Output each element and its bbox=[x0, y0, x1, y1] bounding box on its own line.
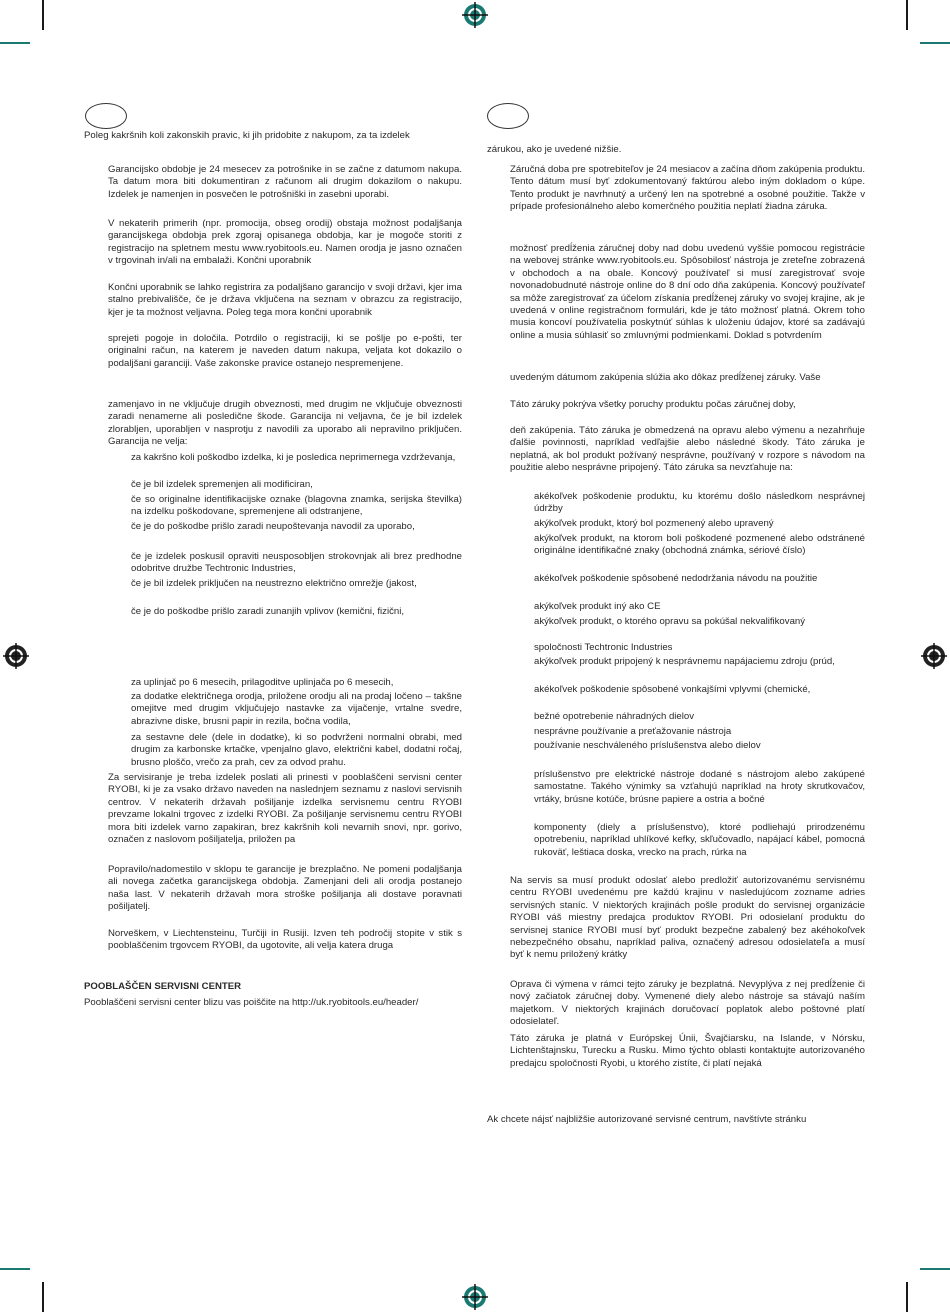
right-list-item: akékoľvek poškodenie spôsobené nedodržania návodu na použitie bbox=[534, 573, 818, 584]
registration-mark-icon bbox=[462, 2, 488, 28]
left-list-item: če je do poškodbe prišlo zaradi zunanjih vplivov (kemični, fizični, bbox=[131, 606, 405, 617]
right-paragraph: Oprava či výmena v rámci tejto záruky je bezplatná. Nevyplýva z nej predĺženie či nový začiatok záručnej doby. Vymenené diely alebo nástroje sa stávajú naším majetkom. V niektorých krajinách doručovací poplatok alebo poštovné platí odosielateľ. bbox=[510, 979, 865, 1028]
registration-mark-icon bbox=[921, 643, 947, 669]
right-intro: zárukou, ako je uvedené nižšie. bbox=[487, 144, 622, 155]
left-paragraph: Pooblaščeni servisni center blizu vas poiščite na http://uk.ryobitools.eu/header/ bbox=[84, 997, 419, 1008]
left-paragraph: V nekaterih primerih (npr. promocija, obseg orodij) obstaja možnost podaljšanja garancijskega obdobja prek zgoraj opisanega obdobja, kar je mogoče storiti z registracijo na spletnem mestu www.ryobitools.eu. Namen orodja je jasno označen v trgovinah in/ali na embalaži. Končni uporabnik bbox=[108, 218, 462, 267]
right-list-item: príslušenstvo pre elektrické nástroje dodané s nástrojom alebo zakúpené samostatne. Takého výnimky sa vzťahujú napríklad na hroty skrutkovačov, vrtáky, brúsne kotúče, brúsne papiere a ostria a bočné bbox=[534, 769, 865, 805]
right-list-item: komponenty (diely a príslušenstvo), ktoré podliehajú prirodzenému opotrebeniu, napríklad uhlíkové kefky, skľučovadlo, napájací kábel, pomocná rukoväť, leštiaca doska, vrecko na prach, rúrka na bbox=[534, 822, 865, 858]
left-intro: Poleg kakršnih koli zakonskih pravic, ki jih pridobite z nakupom, za ta izdelek bbox=[84, 130, 410, 141]
right-list-item: akýkoľvek produkt, ktorý bol pozmenený alebo upravený bbox=[534, 518, 774, 529]
right-paragraph: Táto záruky pokrýva všetky poruchy produktu počas záručnej doby, bbox=[510, 399, 796, 410]
left-list-item: če je izdelek poskusil opraviti neusposobljen strokovnjak ali brez predhodne odobritve družbe Techtronic Industries, bbox=[131, 551, 462, 575]
registration-mark-icon bbox=[462, 1284, 488, 1310]
left-list-item: za kakršno koli poškodbo izdelka, ki je posledica neprimernega vzdrževanja, bbox=[131, 452, 456, 463]
left-list-item: za sestavne dele (dele in dodatke), ki so podvrženi normalni obrabi, med drugim za karbonske krtačke, vpenjalno glavo, električni kabel, dodatni ročaj, brusno ploščo, vrečo za prah, cev za odvod prahu. bbox=[131, 732, 462, 768]
crop-mark bbox=[920, 42, 950, 44]
left-list-item: če so originalne identifikacijske oznake (blagovna znamka, serijska številka) na izdelku poškodovane, spremenjene ali odstranjene, bbox=[131, 494, 462, 518]
right-paragraph: Na servis sa musí produkt odoslať alebo predložiť autorizovanému servisnému centru RYOBI uvedenému pre každú krajinu v nasledujúcom zozname adries servisných staníc. V niektorých krajinách pošle produkt do servisnej organizácie RYOBI váš miestny predajca produktov RYOBI. Pri odosielaní produktu do servisnej stanice RYOBI musí byť produkt bezpečne zabalený bez akéhokoľvek nebezpečného obsahu, napríklad paliva, označený adresou odosielateľa a musí byť k nemu priložený krátky bbox=[510, 875, 865, 961]
right-list-item: akékoľvek poškodenie produktu, ku ktorému došlo následkom nesprávnej údržby bbox=[534, 491, 865, 515]
left-list-item: za dodatke električnega orodja, priložene orodju ali na prodaj ločeno – takšne omejitve med drugim vključujejo nastavke za vijačenje, vrtalne svedre, abrazivne diske, brusni papir in rezila, bočna vodila, bbox=[131, 691, 462, 727]
left-list-item: če je bil izdelek priključen na neustrezno električno omrežje (jakost, bbox=[131, 578, 417, 589]
language-badge-left bbox=[85, 103, 127, 129]
crop-mark bbox=[0, 42, 30, 44]
crop-mark bbox=[0, 1268, 30, 1270]
right-list-item: nesprávne používanie a preťažovanie nástroja bbox=[534, 726, 732, 737]
left-paragraph: Popravilo/nadomestilo v sklopu te garancije je brezplačno. Ne pomeni podaljšanja ali novega začetka garancijskega obdobja. Zamenjani deli ali orodja postanejo naša last. V nekaterih državah mora stroške pošiljanja ali dostave poravnati pošiljatelj. bbox=[108, 864, 462, 913]
crop-mark bbox=[920, 1268, 950, 1270]
registration-mark-icon bbox=[3, 643, 29, 669]
right-paragraph: uvedeným dátumom zakúpenia slúžia ako dôkaz predĺženej záruky. Vaše bbox=[510, 372, 821, 383]
crop-mark bbox=[42, 0, 44, 30]
right-paragraph: deň zakúpenia. Táto záruka je obmedzená na opravu alebo výmenu a nezahrňuje ďalšie povinnosti, napríklad vedľajšie alebo následné škody. Táto záruka je neplatná, ak bol produkt požívaný nesprávne, používaný v rozpore s návodom na použitie alebo nesprávne pripojený. Táto záruka sa nevzťahuje na: bbox=[510, 425, 865, 474]
right-paragraph: Záručná doba pre spotrebiteľov je 24 mesiacov a začína dňom zakúpenia produktu. Tento dátum musí byť zdokumentovaný faktúrou alebo iným dokladom o kúpe. Tento produkt je navrhnutý a určený len na spotrebné a osobné použitie. Takže v prípade profesionálneho alebo komerčného použitia neplatí žiadna záruka. bbox=[510, 164, 865, 213]
right-list-item: akékoľvek poškodenie spôsobené vonkajšími vplyvmi (chemické, bbox=[534, 684, 811, 695]
left-paragraph: Norveškem, v Liechtensteinu, Turčiji in Rusiji. Izven teh področij stopite v stik s pooblaščenim trgovcem RYOBI, da ugotovite, ali velja katera druga bbox=[108, 928, 462, 952]
left-heading: POOBLAŠČEN SERVISNI CENTER bbox=[84, 981, 242, 992]
crop-mark bbox=[42, 1282, 44, 1312]
language-badge-right bbox=[487, 103, 529, 129]
right-list-item: akýkoľvek produkt iný ako CE bbox=[534, 601, 661, 612]
right-list-item: spoločnosti Techtronic Industries bbox=[534, 642, 673, 653]
right-list-item: používanie neschváleného príslušenstva alebo dielov bbox=[534, 740, 761, 751]
right-paragraph: Táto záruka je platná v Európskej Únii, Švajčiarsku, na Islande, v Nórsku, Lichtenštajnsku, Turecku a Rusku. Mimo týchto oblasti kontaktujte autorizovaného predajcu spoločnosti Ryobi, u ktorého zistíte, či platí nejaká bbox=[510, 1033, 865, 1069]
right-list-item: akýkoľvek produkt, na ktorom boli poškodené pozmenené alebo odstránené originálne identifikačné znaky (obchodná známka, sériové číslo) bbox=[534, 533, 865, 557]
left-list-item: če je bil izdelek spremenjen ali modificiran, bbox=[131, 479, 313, 490]
left-paragraph: zamenjavo in ne vključuje drugih obveznosti, med drugim ne vključuje obveznosti zaradi nenamerne ali posledične škode. Garancija ni veljavna, če je bil izdelek zlorabljen, uporabljen v nasprotju z navodili za uporabo ali nepravilno priključen. Garancija ne velja: bbox=[108, 399, 462, 448]
left-paragraph: sprejeti pogoje in določila. Potrdilo o registraciji, ki se pošlje po e-pošti, ter originalni račun, na katerem je naveden datum nakupa, veljata kot dokazilo o podaljšani garanciji. Vaše zakonske pravice ostanejo nespremenjene. bbox=[108, 333, 462, 369]
crop-mark bbox=[906, 1282, 908, 1312]
right-list-item: akýkoľvek produkt pripojený k nesprávnemu napájaciemu zdroju (prúd, bbox=[534, 656, 835, 667]
right-list-item: bežné opotrebenie náhradných dielov bbox=[534, 711, 695, 722]
left-list-item: če je do poškodbe prišlo zaradi neupoštevanja navodil za uporabo, bbox=[131, 521, 415, 532]
left-paragraph: Za servisiranje je treba izdelek poslati ali prinesti v pooblaščeni servisni center RYOBI, ki je za vsako državo naveden na naslednjem seznamu z naslovi servisnih centrov. V nekaterih državah pošiljanje izdelka servisnemu centru RYOBI prevzame lokalni trgovec z izdelki RYOBI. Za pošiljanje servisnemu centru RYOBI mora biti izdelek varno zapakiran, brez kakršnih koli nevarnih snovi, npr. gorivo, označen z naslovom pošiljatelja, priložen pa bbox=[108, 772, 462, 846]
right-paragraph: Ak chcete nájsť najbližšie autorizované servisné centrum, navštívte stránku bbox=[487, 1114, 807, 1125]
left-paragraph: Končni uporabnik se lahko registrira za podaljšano garancijo v svoji državi, kjer ima stalno prebivališče, če je država vključena na seznam v obrazcu za registracijo, kjer je ta možnost veljavna. Poleg tega mora končni uporabnik bbox=[108, 282, 462, 318]
crop-mark bbox=[906, 0, 908, 30]
right-list-item: akýkoľvek produkt, o ktorého opravu sa pokúšal nekvalifikovaný bbox=[534, 616, 806, 627]
right-paragraph: možnosť predĺženia záručnej doby nad dobu uvedenú vyššie pomocou registrácie na webovej stránke www.ryobitools.eu. Spôsobilosť nástroja je zreteľne zobrazená v obchodoch a na obale. Koncový používateľ si musí zaregistrovať svoje novonadobudnuté nástroje online do 8 dní odo dňa zakúpenia. Koncový používateľ sa môže zaregistrovať za účelom získania predĺženej záruky vo svojej krajine, ak je uvedená v online registračnom formulári, kde je táto možnosť platná. Okrem toho musia koncoví používatelia poskytnúť súhlas k uloženiu údajov, ktoré sa zadávajú online a musia súhlasiť so zmluvnými podmienkami. Doklad s potvrdením bbox=[510, 243, 865, 341]
left-paragraph: Garancijsko obdobje je 24 mesecev za potrošnike in se začne z datumom nakupa. Ta datum mora biti dokumentiran z računom ali drugim dokazilom o nakupu. Izdelek je namenjen in posvečen le potrošniški in zasebni uporabi. bbox=[108, 164, 462, 200]
left-list-item: za uplinjač po 6 mesecih, prilagoditve uplinjača po 6 mesecih, bbox=[131, 677, 394, 688]
